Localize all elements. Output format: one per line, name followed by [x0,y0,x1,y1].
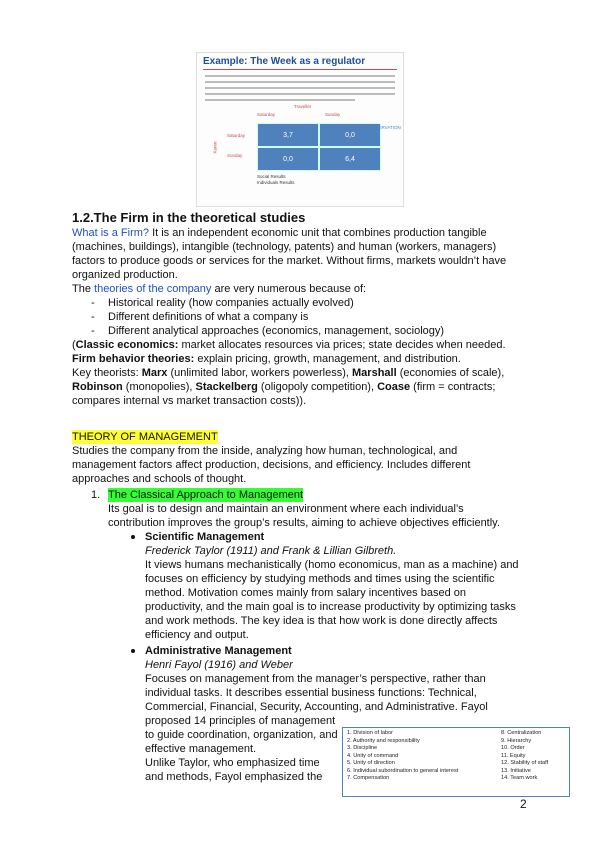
behavior-label: Firm behavior theories: [72,353,195,365]
principle-item: 8. Centralization [501,730,542,736]
management-title: THEORY OF MANAGEMENT [72,431,218,443]
management-line-3: approaches and schools of thought. [72,473,247,485]
administrative-line: to guide coordination, organization, and [145,729,338,741]
principle-item: 10. Order [501,745,525,751]
slide-col-group: Traveller [294,104,312,109]
principle-item: 11. Equity [501,752,526,759]
list-dash: - [91,311,95,323]
theorists-line-1 [72,366,504,380]
payoff-cell: 0,0 [257,147,319,171]
behavior-line [72,352,461,366]
slide-col-label: Sunday [325,112,341,117]
slide-individuals-label: Individuals Results [257,180,295,185]
robinson: Robinson [72,381,123,393]
principle-item: 9. Hierarchy [501,737,532,744]
management-line-2: management factors affect production, decisions, and efficiency. Includes different [72,459,471,471]
marx-text: (unlimited labor, workers powerless), [167,367,353,379]
slide-title: Example: The Week as a regulator [203,56,366,67]
classic-economics-line [72,338,506,352]
intro-line-4: organized production. [72,269,178,281]
scientific-line: efficiency and output. [145,629,249,641]
principle-item: 5. Unity of direction [347,760,395,766]
slide-text-line [205,93,395,95]
theories-pre: The [72,283,95,295]
scientific-line: It views humans mechanistically (homo economicus, man as a machine) and [145,559,519,571]
theories-post: are very numerous because of: [211,283,367,295]
theorists-line-3: compares internal vs market transaction costs)). [72,395,307,407]
principle-item: 12. Stability of staff [501,760,549,766]
stackelberg-text: (oligopoly competition), [257,381,378,393]
scientific-line: focuses on efficiency by studying methods and times using the scientific [145,573,495,585]
administrative-line: proposed 14 principles of management [145,715,336,727]
administrative-authors: Henri Fayol (1916) and Weber [145,659,293,671]
t-pre: Key theorists: [72,367,142,379]
principle-item: 14. Team work [501,775,538,781]
principle-item: 6. Individual subordination to general interest [347,767,459,774]
theorists-line-2 [72,380,495,394]
stackelberg: Stackelberg [195,381,258,393]
slide-text-line [205,87,395,89]
principle-item: 7. Compensation [347,775,390,781]
marshall-text: (economies of scale), [396,367,505,379]
marx: Marx [141,367,168,379]
classical-line-1: Its goal is to design and maintain an environment where each individual’s [108,503,464,515]
administrative-line: effective management. [145,743,257,755]
week-regulator-slide [196,52,404,207]
administrative-line: and methods, Fayol emphasized the [145,771,323,783]
marshall: Marshall [352,367,397,379]
scientific-title: Scientific Management [145,531,265,543]
principle-item: 4. Unity of command [347,752,399,759]
payoff-cell: 0,0 [319,123,381,147]
paren: ( [72,339,76,351]
slide-row-label: Sunday [227,153,243,158]
theories-line [72,282,366,296]
payoff-cell: 6,4 [319,147,381,171]
slide-text-line [205,81,395,83]
payoff-cell: 3,7 [257,123,319,147]
scientific-authors: Frederick Taylor (1911) and Frank & Lillian Gilbreth. [145,545,397,557]
principle-item: 2. Authority and responsibility [347,737,420,744]
slide-text-line [205,99,355,101]
intro-line-3: factors to produce goods or services for the market. Without firms, markets wouldn’t have [72,255,507,267]
behavior-text: explain pricing, growth, management, and distribution. [194,353,461,365]
list-dash: - [91,297,95,309]
administrative-line: individual tasks. It describes essential business functions: Technical, [145,687,477,699]
management-line-1: Studies the company from the inside, analyzing how human, technological, and [72,445,458,457]
intro-line-1 [72,226,487,240]
what-is-firm-label: What is a Firm? [72,227,150,239]
classic-label: Classic economics: [75,339,179,351]
slide-title-rule [203,69,397,70]
principle-item: 1. Division of labor [347,730,394,736]
slide-side-heading: OBSERVATION [369,125,401,130]
reason-item: Different analytical approaches (economics, management, sociology) [108,325,445,337]
slide-col-label: Saturday [257,112,276,117]
fayol-principles-table [342,727,570,797]
reason-item: Different definitions of what a company is [108,311,309,323]
theories-link-text: theories of the company [94,283,212,295]
administrative-line: Focuses on management from the manager’s perspective, rather than [145,673,486,685]
coase-text: (firm = contracts; [410,381,496,393]
intro-line-2: (machines, buildings), intangible (technology, patents) and human (workers, managers) [72,241,497,253]
principle-item: 3. Discipline [347,745,378,751]
slide-row-group: Karen [212,141,218,154]
scientific-line: and work methods. The key idea is that how work is done directly affects [145,615,498,627]
reason-item: Historical reality (how companies actually evolved) [108,297,354,309]
intro-text: It is an independent economic unit that combines production tangible [149,227,487,239]
slide-text-line [205,75,395,77]
administrative-line: Commercial, Financial, Security, Accounting, and Administrative. Fayol [145,701,488,713]
classical-line-2: contribution improves the group’s results, aiming to achieve objectives efficiently. [108,517,500,529]
bullet-dot [131,649,135,653]
page-number: 2 [520,797,527,811]
administrative-title: Administrative Management [145,645,292,657]
classical-title: The Classical Approach to Management [108,489,304,501]
scientific-line: method. Motivation comes mainly from salary incentives based on [145,587,466,599]
scientific-line: productivity, and the main goal is to increase productivity by optimizing tasks [145,601,516,613]
administrative-line: Unlike Taylor, who emphasized time [145,757,320,769]
principle-item: 13. Initiative [501,767,531,774]
slide-results-label: Social Results [257,174,286,179]
list-dash: - [91,325,95,337]
bullet-dot [131,535,135,539]
classic-text: market allocates resources via prices; state decides when needed. [178,339,506,351]
section-heading: 1.2.The Firm in the theoretical studies [72,210,306,225]
slide-row-label: Saturday [227,133,246,138]
coase: Coase [377,381,411,393]
classical-number: 1. [91,489,101,501]
robinson-text: (monopolies), [122,381,196,393]
